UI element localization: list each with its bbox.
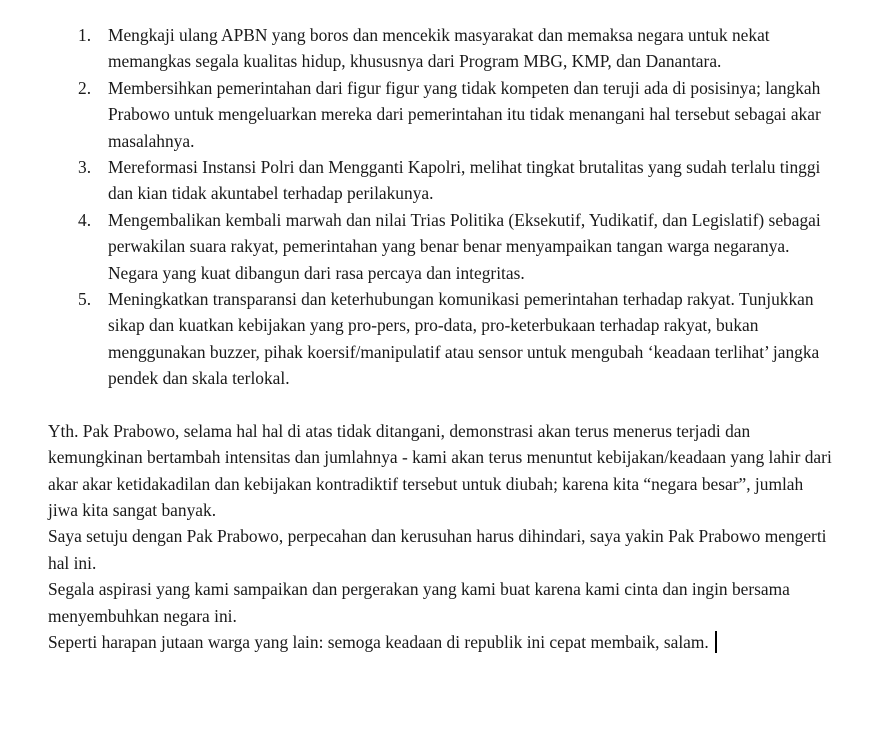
list-item-number: 5. [78, 289, 92, 310]
list-item-number: 3. [78, 157, 92, 178]
paragraph-address [48, 418, 833, 524]
paragraph-text: Seperti harapan jutaan warga yang lain: semoga keadaan di republik ini cepat membaik, salam. [48, 631, 709, 652]
list-item-text: Mengkaji ulang APBN yang boros dan mencekik masyarakat dan memaksa negara untuk nekat memangkas segala kualitas hidup, khususnya dari Program MBG, KMP, dan Danantara. [108, 25, 770, 72]
list-item [48, 22, 833, 75]
list-item [48, 286, 833, 392]
list-item-text: Meningkatkan transparansi dan keterhubungan komunikasi pemerintahan terhadap rakyat. Tunjukkan sikap dan kuatkan kebijakan yang pro-pers, pro-data, pro-keterbukaan terhadap rakyat, bukan menggunakan buzzer, pihak koersif/manipulatif atau sensor untuk mengubah ‘keadaan terlihat’ jangka pendek dan skala terlokal. [108, 289, 820, 389]
document-body[interactable] [48, 22, 833, 655]
list-item-number: 1. [78, 25, 92, 45]
demands-list [48, 22, 833, 392]
paragraph-text: Yth. Pak Prabowo, selama hal hal di atas tidak ditangani, demonstrasi akan terus menerus terjadi dan kemungkinan bertambah intensitas dan jumlahnya - kami akan terus menuntut kebijakan/keadaan yang lahir dari akar akar ketidakadilan dan kebijakan kontradiktif tersebut untuk diubah; karena kita “negara besar”, jumlah jiwa kita sangat banyak. [48, 420, 832, 520]
list-item [48, 75, 833, 154]
paragraph-text: Segala aspirasi yang kami sampaikan dan pergerakan yang kami buat karena kami cinta dan ingin bersama menyembuhkan negara ini. [48, 579, 790, 626]
paragraph-agreement [48, 523, 833, 576]
blank-line [48, 392, 833, 418]
paragraph-aspiration [48, 576, 833, 629]
list-item-text: Mereformasi Instansi Polri dan Mengganti Kapolri, melihat tingkat brutalitas yang sudah terlalu tinggi dan kian tidak akuntabel terhadap perilakunya. [108, 157, 821, 204]
text-cursor [715, 631, 717, 653]
list-item-text: Membersihkan pemerintahan dari figur figur yang tidak kompeten dan teruji ada di posisinya; langkah Prabowo untuk mengeluarkan mereka dari pemerintahan itu tidak menangani hal tersebut sebagai akar masalahnya. [108, 77, 821, 151]
list-item-number: 2. [78, 77, 92, 98]
paragraph-text: Saya setuju dengan Pak Prabowo, perpecahan dan kerusuhan harus dihindari, saya yakin Pak Prabowo mengerti hal ini. [48, 526, 827, 573]
list-item [48, 207, 833, 286]
paragraph-closing [48, 629, 833, 655]
list-item [48, 154, 833, 207]
list-item-text: Mengembalikan kembali marwah dan nilai Trias Politika (Eksekutif, Yudikatif, dan Legislatif) sebagai perwakilan suara rakyat, pemerintahan yang benar benar menyampaikan tangan warga negaranya. Negara yang kuat dibangun dari rasa percaya dan integritas. [108, 209, 821, 283]
list-item-number: 4. [78, 209, 92, 230]
